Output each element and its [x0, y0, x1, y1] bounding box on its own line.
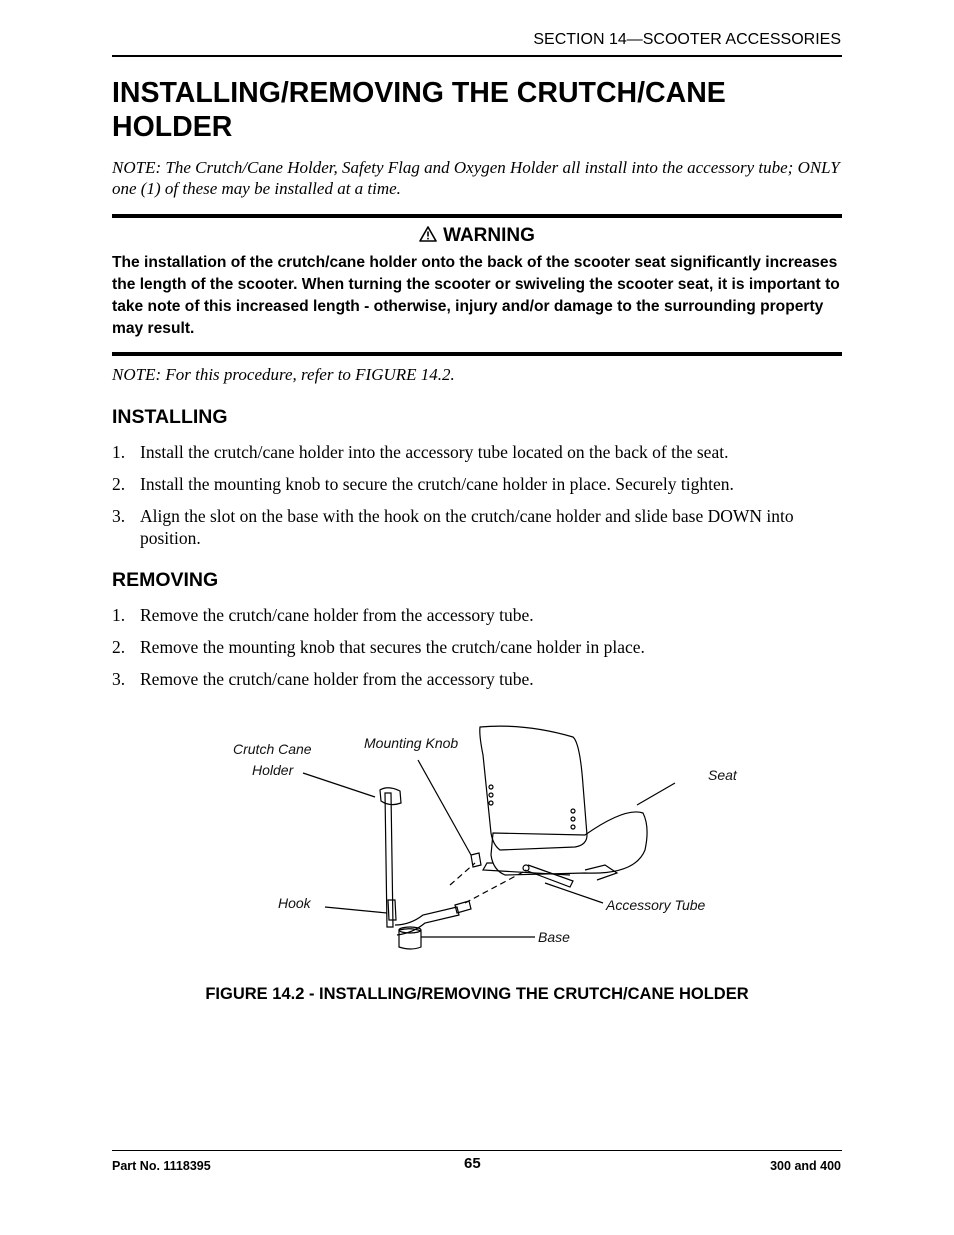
installing-step-3	[112, 505, 847, 549]
label-mounting-knob: Mounting Knob	[364, 735, 459, 751]
step-text: Install the crutch/cane holder into the accessory tube located on the back of the seat.	[140, 442, 729, 462]
base-arm	[395, 907, 459, 935]
step-number: 3.	[112, 506, 126, 526]
label-hook: Hook	[278, 895, 311, 911]
removing-step-1	[112, 604, 847, 626]
label-seat: Seat	[708, 767, 737, 783]
warning-top-rule	[112, 214, 842, 218]
footer-rule	[112, 1150, 842, 1151]
label-base: Base	[538, 929, 570, 945]
step-number: 2.	[112, 637, 126, 657]
accessory-tube	[525, 865, 573, 887]
warning-heading	[112, 225, 842, 248]
step-number: 1.	[112, 605, 126, 625]
removing-step-2	[112, 636, 847, 658]
installing-heading: INSTALLING	[112, 406, 228, 428]
label-accessory-tube: Accessory Tube	[606, 897, 706, 913]
step-number: 3.	[112, 669, 126, 689]
installing-step-1	[112, 441, 847, 463]
figure-caption: FIGURE 14.2 - INSTALLING/REMOVING THE CRUTCH/CANE HOLDER	[205, 985, 749, 1003]
header-rule	[112, 55, 842, 57]
warning-body: The installation of the crutch/cane holder onto the back of the scooter seat significantly increases the length of the scooter. When turning the scooter or swiveling the scooter seat, it is important to take note of this increased length - otherwise, injury and/or damage to the surrounding property may result.	[112, 254, 840, 337]
page-title: INSTALLING/REMOVING THE CRUTCH/CANE HOLDER	[112, 77, 726, 143]
procedure-note: NOTE: For this procedure, refer to FIGURE 14.2.	[112, 365, 455, 384]
warning-title: WARNING	[443, 225, 535, 246]
step-number: 1.	[112, 442, 126, 462]
step-text: Align the slot on the base with the hook on the crutch/cane holder and slide base DOWN into position.	[140, 506, 794, 548]
step-text: Remove the crutch/cane holder from the accessory tube.	[140, 669, 534, 689]
step-number: 2.	[112, 474, 126, 494]
crutch-holder-post	[385, 793, 393, 927]
installing-step-2	[112, 473, 847, 495]
removing-heading: REMOVING	[112, 569, 219, 591]
seat-cushion	[491, 812, 647, 875]
section-header: SECTION 14—SCOOTER ACCESSORIES	[533, 31, 841, 48]
page-number: 65	[464, 1155, 481, 1172]
intro-note: NOTE: The Crutch/Cane Holder, Safety Flag and Oxygen Holder all install into the accessory tube; ONLY one (1) of these may be installed at a time.	[112, 158, 840, 198]
warning-bottom-rule	[112, 352, 842, 356]
footer-part-number: Part No. 1118395	[112, 1159, 211, 1173]
removing-step-3	[112, 668, 847, 690]
warning-triangle-icon	[419, 226, 437, 248]
step-text: Remove the mounting knob that secures the crutch/cane holder in place.	[140, 637, 645, 657]
footer-models: 300 and 400	[770, 1159, 841, 1173]
step-text: Remove the crutch/cane holder from the accessory tube.	[140, 605, 534, 625]
seat-back	[480, 726, 587, 850]
label-crutch-cane-holder-line2: Holder	[252, 762, 294, 778]
step-text: Install the mounting knob to secure the crutch/cane holder in place. Securely tighten.	[140, 474, 734, 494]
label-crutch-cane-holder-line1: Crutch Cane	[233, 741, 312, 757]
